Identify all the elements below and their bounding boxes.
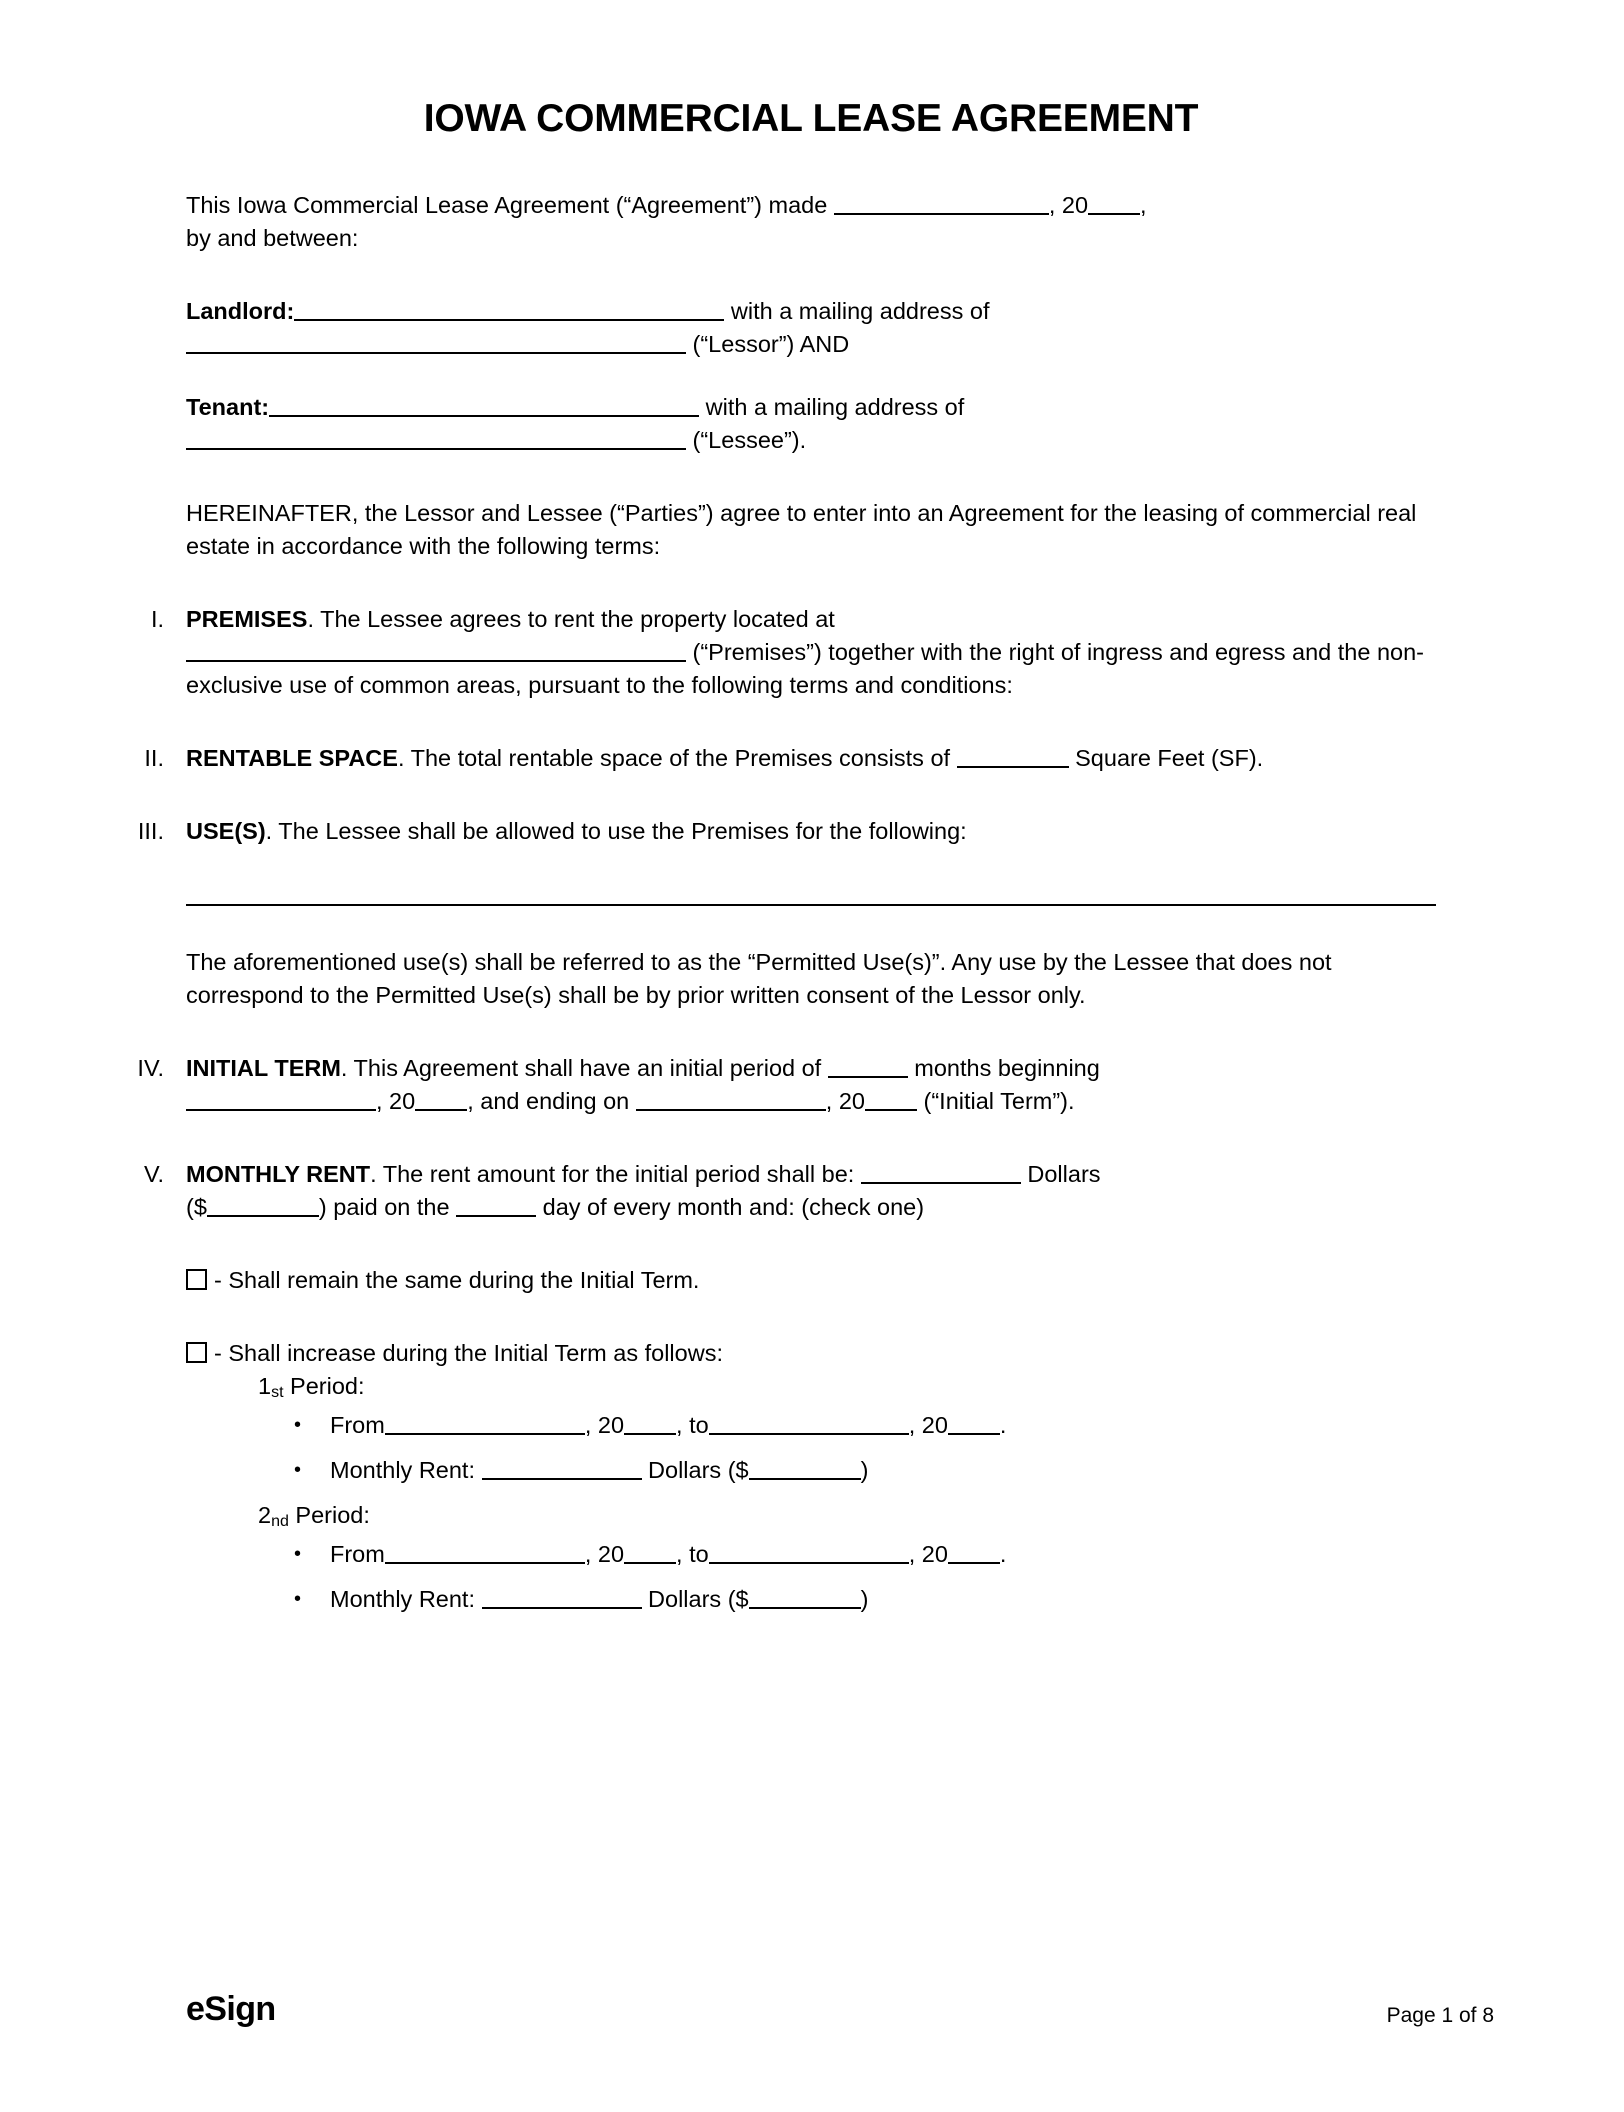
period-2-from-year-prefix: , 20 — [584, 1540, 625, 1567]
page-number: Page 1 of 8 — [1386, 2004, 1494, 2027]
tenant-label: Tenant: — [186, 393, 270, 420]
monthly-rent-amount-blank[interactable] — [207, 1195, 319, 1217]
period-1-rent-close: ) — [860, 1456, 869, 1483]
agreement-year-blank[interactable] — [1088, 193, 1140, 215]
period-2-to-date-blank[interactable] — [709, 1542, 909, 1564]
monthly-rent-day-blank[interactable] — [456, 1195, 536, 1217]
section-monthly-rent-text-c: ($ — [186, 1193, 207, 1220]
section-monthly-rent-text-d: ) paid on the — [318, 1193, 450, 1220]
lessee-designation: (“Lessee”). — [692, 426, 807, 453]
period-2-rent-words-blank[interactable] — [482, 1587, 642, 1609]
section-uses — [137, 815, 1436, 848]
section-initial-term-text-f: (“Initial Term”). — [923, 1087, 1075, 1114]
period-2-rent-label: Monthly Rent: — [330, 1585, 475, 1612]
period-1-from-row — [186, 1409, 1436, 1442]
section-premises-body — [186, 603, 1436, 702]
section-initial-term-text-e: , 20 — [825, 1087, 865, 1114]
period-1-from-text — [294, 1409, 1436, 1442]
period-2-number: 2 — [258, 1501, 272, 1528]
bullet-icon: • — [294, 1542, 302, 1565]
page-title: IOWA COMMERCIAL LEASE AGREEMENT — [423, 97, 1199, 140]
period-2-label — [186, 1499, 1436, 1538]
section-premises-heading: PREMISES — [186, 605, 308, 632]
section-initial-term-body — [186, 1052, 1436, 1118]
section-uses-text-a: . The Lessee shall be allowed to use the Premises for the following: — [265, 817, 967, 844]
period-2-to-end: . — [999, 1540, 1007, 1567]
period-2-ordinal: nd — [271, 1512, 289, 1530]
section-initial-term-text-d: , and ending on — [467, 1087, 630, 1114]
period-2-text: Period: — [288, 1501, 370, 1528]
checkbox-icon[interactable] — [186, 1342, 207, 1363]
section-monthly-rent-text-b: Dollars — [1027, 1160, 1101, 1187]
section-initial-term-text-c: , 20 — [376, 1087, 416, 1114]
checkbox-icon[interactable] — [186, 1269, 207, 1290]
section-rentable-space — [144, 742, 1436, 775]
period-2-rent-dollars: Dollars ($ — [648, 1585, 749, 1612]
period-1-ordinal: st — [271, 1383, 284, 1401]
period-2-rent-row — [186, 1583, 1436, 1616]
tenant-name-blank[interactable] — [269, 395, 699, 417]
permitted-use-paragraph: The aforementioned use(s) shall be referred to as the “Permitted Use(s)”. Any use by the Lessee that does not correspond to the Permitted Use(s) shall be by prior written consent of the Lessor only. — [186, 948, 1332, 1008]
period-1-label — [186, 1370, 1436, 1409]
bullet-icon: • — [294, 1413, 302, 1436]
period-2-from-date-blank[interactable] — [385, 1542, 585, 1564]
section-uses-numeral: III. — [137, 817, 164, 844]
period-2-to-year-blank[interactable] — [948, 1542, 1000, 1564]
section-monthly-rent-heading: MONTHLY RENT — [186, 1160, 371, 1187]
tenant-address-blank[interactable] — [186, 428, 686, 450]
agreement-date-blank[interactable] — [834, 193, 1049, 215]
period-1-rent-row — [186, 1454, 1436, 1487]
landlord-mailing-text: with a mailing address of — [730, 297, 990, 324]
section-rentable-space-heading: RENTABLE SPACE — [186, 744, 398, 771]
period-1-rent-label: Monthly Rent: — [330, 1456, 475, 1483]
period-2-to-year-prefix: , 20 — [908, 1540, 948, 1567]
period-2-to-label: , to — [676, 1540, 709, 1567]
period-1-from-date-blank[interactable] — [385, 1413, 585, 1435]
period-1-rent-dollars: Dollars ($ — [648, 1456, 749, 1483]
rentable-sf-blank[interactable] — [957, 746, 1069, 768]
intro-paragraph — [186, 189, 1436, 255]
rent-option-same[interactable] — [186, 1264, 1436, 1297]
document-content — [137, 0, 1436, 1616]
section-monthly-rent-text-a: . The rent amount for the initial period shall be: — [370, 1160, 855, 1187]
period-1-rent-words-blank[interactable] — [482, 1458, 642, 1480]
period-1-rent-text — [294, 1454, 1436, 1487]
intro-line1-comma: , — [1140, 191, 1147, 218]
period-1-text: Period: — [283, 1372, 365, 1399]
section-uses-body — [186, 815, 1436, 848]
period-1-to-date-blank[interactable] — [709, 1413, 909, 1435]
landlord-block — [186, 295, 1436, 361]
tenant-mailing-text: with a mailing address of — [705, 393, 965, 420]
period-2-from-text — [294, 1538, 1436, 1571]
intro-line1-year-prefix: , 20 — [1048, 191, 1089, 218]
section-rentable-space-numeral: II. — [144, 744, 164, 771]
bullet-icon: • — [294, 1587, 302, 1610]
intro-line1-text: This Iowa Commercial Lease Agreement (“Agreement”) made — [186, 191, 828, 218]
period-2-from-label: From — [330, 1540, 385, 1567]
section-premises-text-a: . The Lessee agrees to rent the property located at — [307, 605, 835, 632]
bullet-icon: • — [294, 1458, 302, 1481]
period-2-rent-amount-blank[interactable] — [749, 1587, 861, 1609]
section-monthly-rent-body — [186, 1158, 1436, 1224]
section-monthly-rent-text-e: day of every month and: (check one) — [542, 1193, 925, 1220]
period-1-from-year-prefix: , 20 — [584, 1411, 625, 1438]
section-initial-term-heading: INITIAL TERM — [186, 1054, 341, 1081]
section-premises-text-b: (“Premises”) together with the right of ingress and egress and the non-exclusive use of common areas, pursuant to the following terms and conditions: — [186, 638, 1425, 698]
landlord-name-blank[interactable] — [294, 299, 724, 321]
section-uses-heading: USE(S) — [186, 817, 266, 844]
period-1-to-year-prefix: , 20 — [908, 1411, 948, 1438]
period-1-from-label: From — [330, 1411, 385, 1438]
initial-term-end-year-blank[interactable] — [865, 1089, 917, 1111]
period-1-to-label: , to — [676, 1411, 709, 1438]
period-2-rent-text — [294, 1583, 1436, 1616]
landlord-address-blank[interactable] — [186, 332, 686, 354]
landlord-label: Landlord: — [186, 297, 295, 324]
period-1-rent-amount-blank[interactable] — [749, 1458, 861, 1480]
section-premises-numeral: I. — [150, 605, 164, 632]
monthly-rent-words-blank[interactable] — [861, 1162, 1021, 1184]
section-rentable-space-text-a: . The total rentable space of the Premises consists of — [397, 744, 951, 771]
section-initial-term-text-a: . This Agreement shall have an initial period of — [340, 1054, 822, 1081]
lessor-designation: (“Lessor”) AND — [692, 330, 850, 357]
initial-term-end-date-blank[interactable] — [636, 1089, 826, 1111]
rent-option-increase[interactable] — [186, 1337, 1436, 1370]
period-2-from-year-blank[interactable] — [624, 1542, 676, 1564]
initial-term-start-date-blank[interactable] — [186, 1089, 376, 1111]
period-1-to-year-blank[interactable] — [948, 1413, 1000, 1435]
period-1-to-end: . — [999, 1411, 1007, 1438]
page-footer — [186, 1992, 1494, 2026]
esign-logo: eSign — [186, 1990, 276, 2028]
section-initial-term-text-b: months beginning — [914, 1054, 1100, 1081]
period-2-rent-close: ) — [860, 1585, 869, 1612]
section-initial-term — [137, 1052, 1436, 1118]
premises-address-blank[interactable] — [186, 640, 686, 662]
intro-line2: by and between: — [186, 224, 359, 251]
rent-option-same-label: - Shall remain the same during the Initial Term. — [214, 1266, 700, 1293]
period-1-from-year-blank[interactable] — [624, 1413, 676, 1435]
period-2-from-row — [186, 1538, 1436, 1571]
section-premises — [150, 603, 1436, 702]
section-rentable-space-body — [186, 742, 1436, 775]
hereinafter-paragraph: HEREINAFTER, the Lessor and Lessee (“Parties”) agree to enter into an Agreement for the leasing of commercial real estate in accordance with the following terms: — [186, 499, 1417, 559]
initial-term-months-blank[interactable] — [828, 1056, 908, 1078]
section-initial-term-numeral: IV. — [137, 1054, 164, 1081]
initial-term-start-year-blank[interactable] — [415, 1089, 467, 1111]
period-1-number: 1 — [258, 1372, 272, 1399]
section-rentable-space-text-b: Square Feet (SF). — [1075, 744, 1264, 771]
section-monthly-rent — [143, 1158, 1436, 1224]
rent-option-increase-label: - Shall increase during the Initial Term as follows: — [214, 1339, 723, 1366]
section-monthly-rent-numeral: V. — [143, 1160, 164, 1187]
tenant-block — [186, 391, 1436, 457]
